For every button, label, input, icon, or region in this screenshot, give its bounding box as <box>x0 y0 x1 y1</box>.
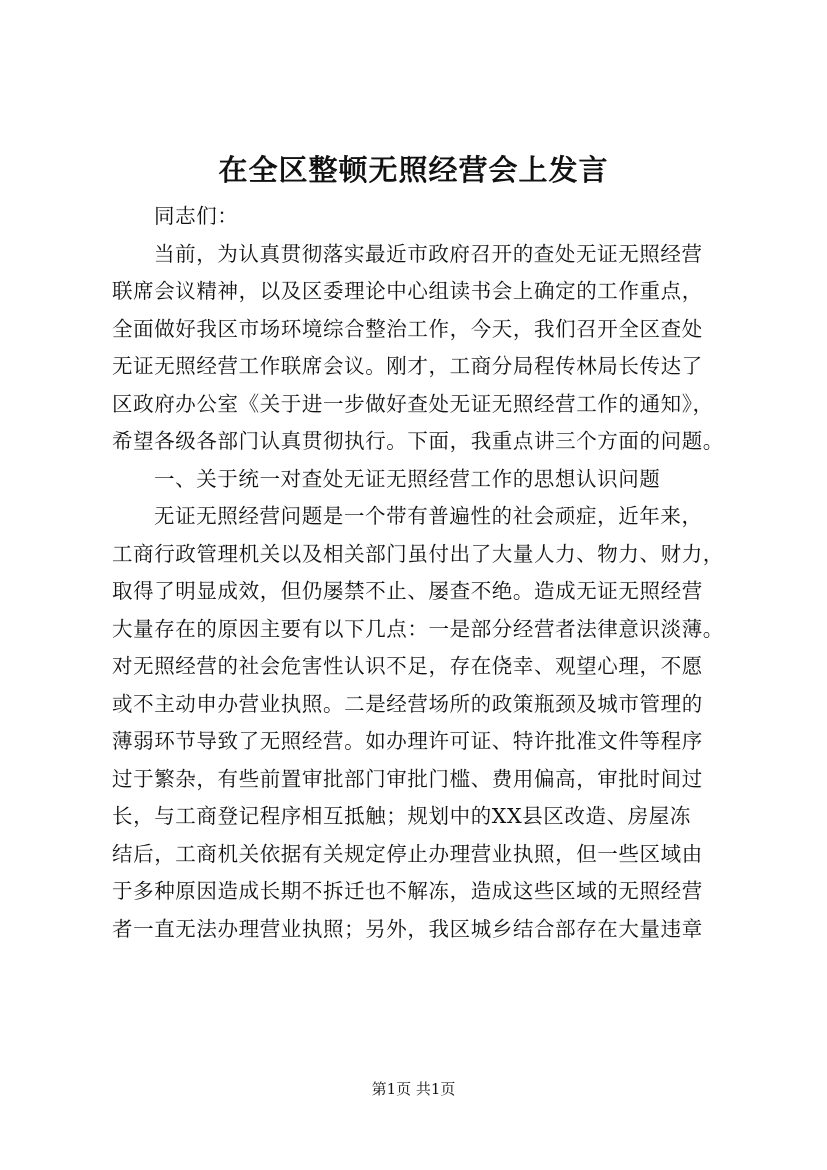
paragraph-line: 无证无照经营工作联席会议。刚才，工商分局程传林局长传达了 <box>112 354 703 378</box>
paragraph-line: 当前，为认真贯彻落实最近市政府召开的查处无证无照经营 <box>154 241 703 266</box>
paragraph-line: 联席会议精神，以及区委理论中心组读书会上确定的工作重点， <box>112 279 703 303</box>
paragraph-line: 工商行政管理机关以及相关部门虽付出了大量人力、物力、财力， <box>112 541 724 566</box>
paragraph-line: 薄弱环节导致了无照经营。如办理许可证、特许批准文件等程序 <box>112 729 703 753</box>
paragraph-line: 希望各级各部门认真贯彻执行。下面，我重点讲三个方面的问题。 <box>112 429 724 453</box>
paragraph-line: 无证无照经营问题是一个带有普遍性的社会顽症，近年来， <box>154 504 703 528</box>
salutation-line: 同志们： <box>154 204 239 228</box>
paragraph-line: 或不主动申办营业执照。二是经营场所的政策瓶颈及城市管理的 <box>112 691 703 716</box>
paragraph-line: 长，与工商登记程序相互抵触；规划中的XX县区改造、房屋冻 <box>112 804 691 828</box>
document-body <box>112 198 738 948</box>
paragraph-line: 于多种原因造成长期不拆迁也不解冻，造成这些区域的无照经营 <box>112 879 703 903</box>
paragraph-line: 大量存在的原因主要有以下几点：一是部分经营者法律意识淡薄。 <box>112 616 724 641</box>
paragraph-line: 区政府办公室《关于进一步做好查处无证无照经营工作的通知》， <box>112 391 714 416</box>
document-title: 在全区整顿无照经营会上发言 <box>218 153 609 187</box>
paragraph-line: 过于繁杂，有些前置审批部门审批门槛、费用偏高，审批时间过 <box>112 766 703 791</box>
paragraph-line: 结后，工商机关依据有关规定停止办理营业执照，但一些区域由 <box>112 841 703 866</box>
page-footer: 第1页 共1页 <box>371 1080 456 1098</box>
paragraph-line: 对无照经营的社会危害性认识不足，存在侥幸、观望心理，不愿 <box>112 654 703 678</box>
section-heading: 一、关于统一对查处无证无照经营工作的思想认识问题 <box>154 466 661 491</box>
paragraph-line: 者一直无法办理营业执照；另外，我区城乡结合部存在大量违章 <box>112 916 703 941</box>
paragraph-line: 全面做好我区市场环境综合整治工作，今天，我们召开全区查处 <box>112 316 703 341</box>
paragraph-line: 取得了明显成效，但仍屡禁不止、屡查不绝。造成无证无照经营 <box>112 579 703 603</box>
